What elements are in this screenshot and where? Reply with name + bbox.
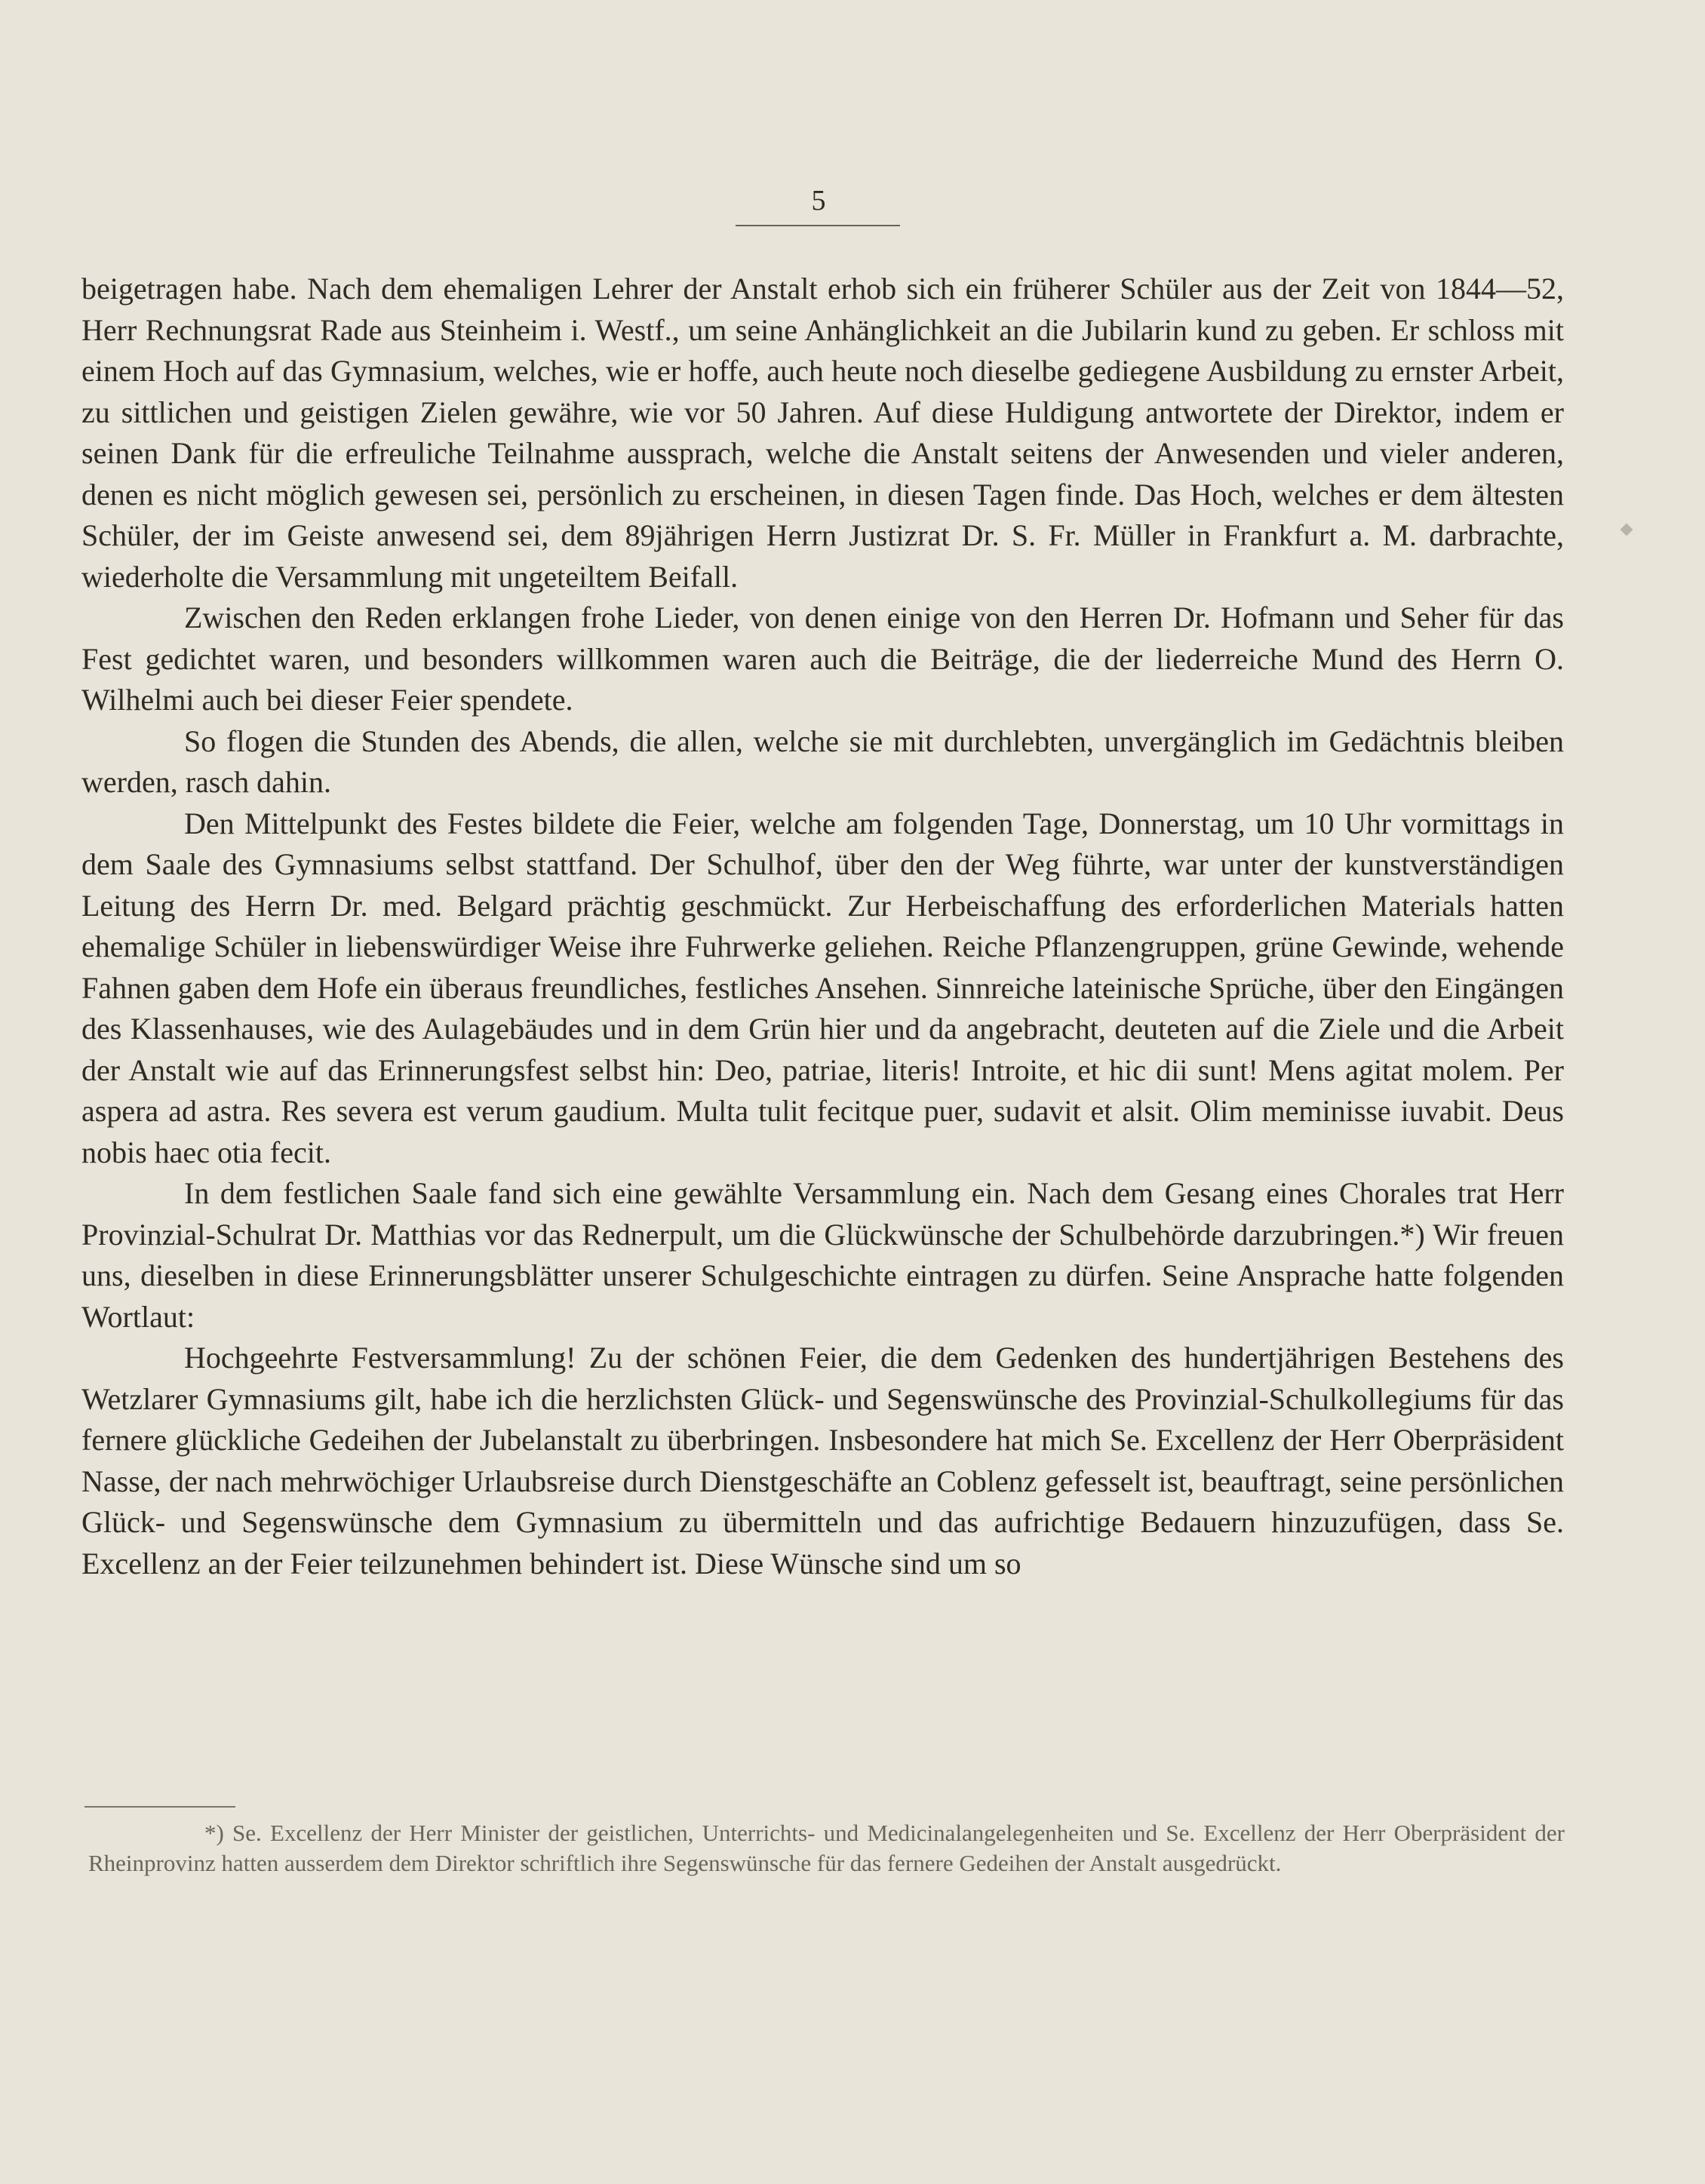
paragraph: Den Mittelpunkt des Festes bildete die Feier, welche am folgenden Tage, Donnerstag, um 10 Uhr vormittags in dem Saale des Gymnasiums selbst stattfand. Der Schulhof, über den der Weg führte, war unter der kunstverständigen Leitung des Herrn Dr. med. Belgard prächtig geschmückt. Zur Herbeischaffung des erforderlichen Materials hatten ehemalige Schüler in liebenswürdiger Weise ihre Fuhrwerke geliehen. Reiche Pflanzengruppen, grüne Gewinde, wehende Fahnen gaben dem Hofe ein überaus freundliches, festliches Ansehen. Sinnreiche lateinische Sprüche, über den Eingängen des Klassenhauses, wie des Aulagebäudes und in dem Grün hier und da angebracht, deuteten auf die Ziele und die Arbeit der Anstalt wie auf das Erinnerungsfest selbst hin: Deo, patriae, literis! Introite, et hic dii sunt! Mens agitat molem. Per aspera ad astra. Res severa est verum gaudium. Multa tulit fecitque puer, sudavit et alsit. Olim meminisse iuvabit. Deus nobis haec otia fecit. [81, 806, 1564, 1169]
paragraph: Hochgeehrte Festversammlung! Zu der schönen Feier, die dem Gedenken des hundertjährigen Bestehens des Wetzlarer Gymnasiums gilt, habe ich die herzlichsten Glück- und Segenswünsche des Provinzial-Schulkollegiums für das fernere glückliche Gedeihen der Jubelanstalt zu überbringen. Insbesondere hat mich Se. Excellenz der Herr Oberpräsident Nasse, der nach mehrwöchiger Urlaubsreise durch Dienstgeschäfte an Coblenz gefesselt ist, beauftragt, seine persönlichen Glück- und Segenswünsche dem Gymnasium zu übermitteln und das aufrichtige Bedauern hinzuzufügen, dass Se. Excellenz an der Feier teilzunehmen behindert ist. Diese Wünsche sind um so [81, 1341, 1564, 1580]
paragraph: In dem festlichen Saale fand sich eine gewählte Versammlung ein. Nach dem Gesang eines Chorales trat Herr Provinzial-Schulrat Dr. Matthias vor das Rednerpult, um die Glückwünsche der Schulbehörde darzubringen.*) Wir freuen uns, dieselben in diese Erinnerungsblätter unserer Schulgeschichte eintragen zu dürfen. Seine Ansprache hatte folgenden Wortlaut: [81, 1176, 1564, 1334]
page-number: 5 [811, 185, 826, 217]
footnote-rule [84, 1806, 235, 1808]
footnote: *) Se. Excellenz der Herr Minister der geistlichen, Unterrichts- und Medicinalangelegenheiten und Se. Excellenz der Herr Oberpräsident der Rheinprovinz hatten ausserdem dem Direktor schriftlich ihre Segenswünsche für das fernere Gedeihen der Anstalt ausgedrückt. [88, 1820, 1565, 1876]
paragraph: beigetragen habe. Nach dem ehemaligen Lehrer der Anstalt erhob sich ein früherer Schüler aus der Zeit von 1844—52, Herr Rechnungsrat Rade aus Steinheim i. Westf., um seine Anhänglichkeit an die Jubilarin kund zu geben. Er schloss mit einem Hoch auf das Gymnasium, welches, wie er hoffe, auch heute noch dieselbe gediegene Ausbildung zu ernster Arbeit, zu sittlichen und geistigen Zielen gewähre, wie vor 50 Jahren. Auf diese Huldigung antwortete der Direktor, indem er seinen Dank für die erfreuliche Teilnahme aussprach, welche die Anstalt seitens der Anwesenden und vieler anderen, denen es nicht möglich gewesen sei, persönlich zu erscheinen, in diesen Tagen finde. Das Hoch, welches er dem ältesten Schüler, der im Geiste anwesend sei, dem 89jährigen Herrn Justizrat Dr. S. Fr. Müller in Frankfurt a. M. darbrachte, wiederholte die Versammlung mit ungeteiltem Beifall. [81, 272, 1564, 594]
main-text [81, 269, 1564, 1584]
paper-speck [1621, 524, 1633, 536]
paragraph: Zwischen den Reden erklangen frohe Lieder, von denen einige von den Herren Dr. Hofmann und Seher für das Fest gedichtet waren, und besonders willkommen waren auch die Beiträge, die der liederreiche Mund des Herrn O. Wilhelmi auch bei dieser Feier spendete. [81, 601, 1564, 717]
page-number-rule [736, 225, 900, 226]
paragraph: So flogen die Stunden des Abends, die allen, welche sie mit durchlebten, unvergänglich im Gedächtnis bleiben werden, rasch dahin. [81, 723, 1564, 799]
